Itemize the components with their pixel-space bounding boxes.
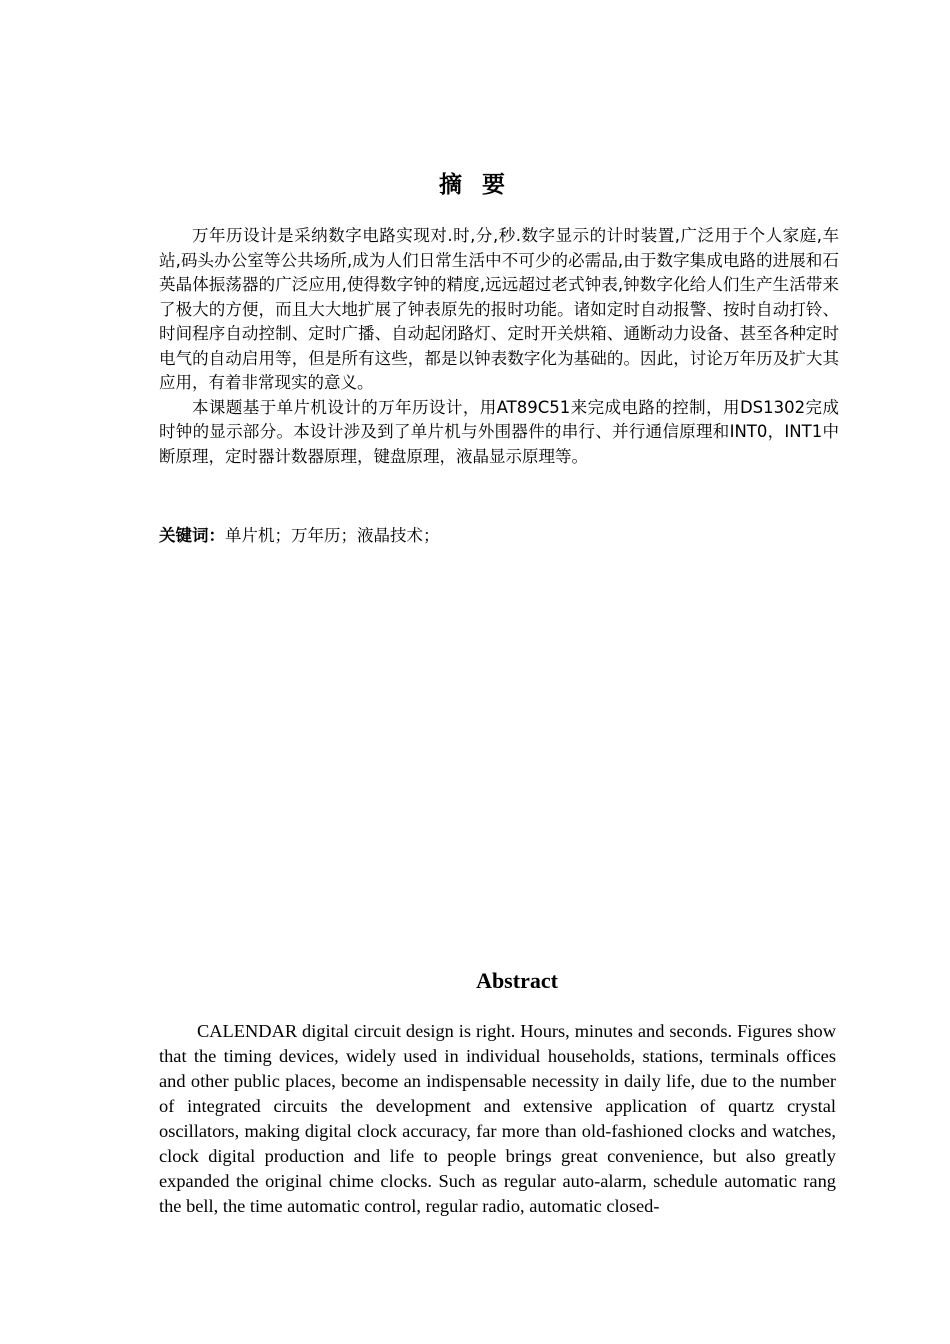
chinese-abstract-title: 摘 要 xyxy=(438,172,511,198)
keywords-text: 单片机；万年历；液晶技术； xyxy=(225,526,440,545)
english-abstract-title: Abstract xyxy=(476,968,558,993)
english-abstract-body xyxy=(159,1019,836,1219)
keywords-line xyxy=(159,524,839,548)
english-abstract-paragraph: CALENDAR digital circuit design is right. Hours, minutes and seconds. Figures show that the timing devices, widely used in individual households, stations, terminals offices and other public places, become an indispensable necessity in daily life, due to the number of integrated circuits the development and extensive application of quartz crystal oscillators, making digital clock accuracy, far more than old-fashioned clocks and watches, clock digital production and life to people brings great convenience, but also greatly expanded the original chime clocks. Such as regular auto-alarm, schedule automatic rang the bell, the time automatic control, regular radio, automatic closed- xyxy=(159,1021,836,1216)
keywords-label: 关键词： xyxy=(159,526,225,545)
chinese-abstract-body xyxy=(159,224,839,469)
chinese-abstract-paragraph-1: 万年历设计是采纳数字电路实现对.时,分,秒.数字显示的计时装置,广泛用于个人家庭,车站,码头办公室等公共场所,成为人们日常生活中不可少的必需品,由于数字集成电路的进展和石英晶体振荡器的广泛应用,使得数字钟的精度,远远超过老式钟表,钟数字化给人们生产生活带来了极大的方便，而且大大地扩展了钟表原先的报时功能。诸如定时自动报警、按时自动打铃、时间程序自动控制、定时广播、自动起闭路灯、定时开关烘箱、通断动力设备、甚至各种定时电气的自动启用等，但是所有这些，都是以钟表数字化为基础的。因此，讨论万年历及扩大其应用，有着非常现实的意义。 xyxy=(159,226,839,392)
chinese-abstract-paragraph-2: 本课题基于单片机设计的万年历设计，用AT89C51来完成电路的控制，用DS1302完成时钟的显示部分。本设计涉及到了单片机与外围器件的串行、并行通信原理和INT0，INT1中断原理，定时器计数器原理，键盘原理，液晶显示原理等。 xyxy=(159,397,839,466)
